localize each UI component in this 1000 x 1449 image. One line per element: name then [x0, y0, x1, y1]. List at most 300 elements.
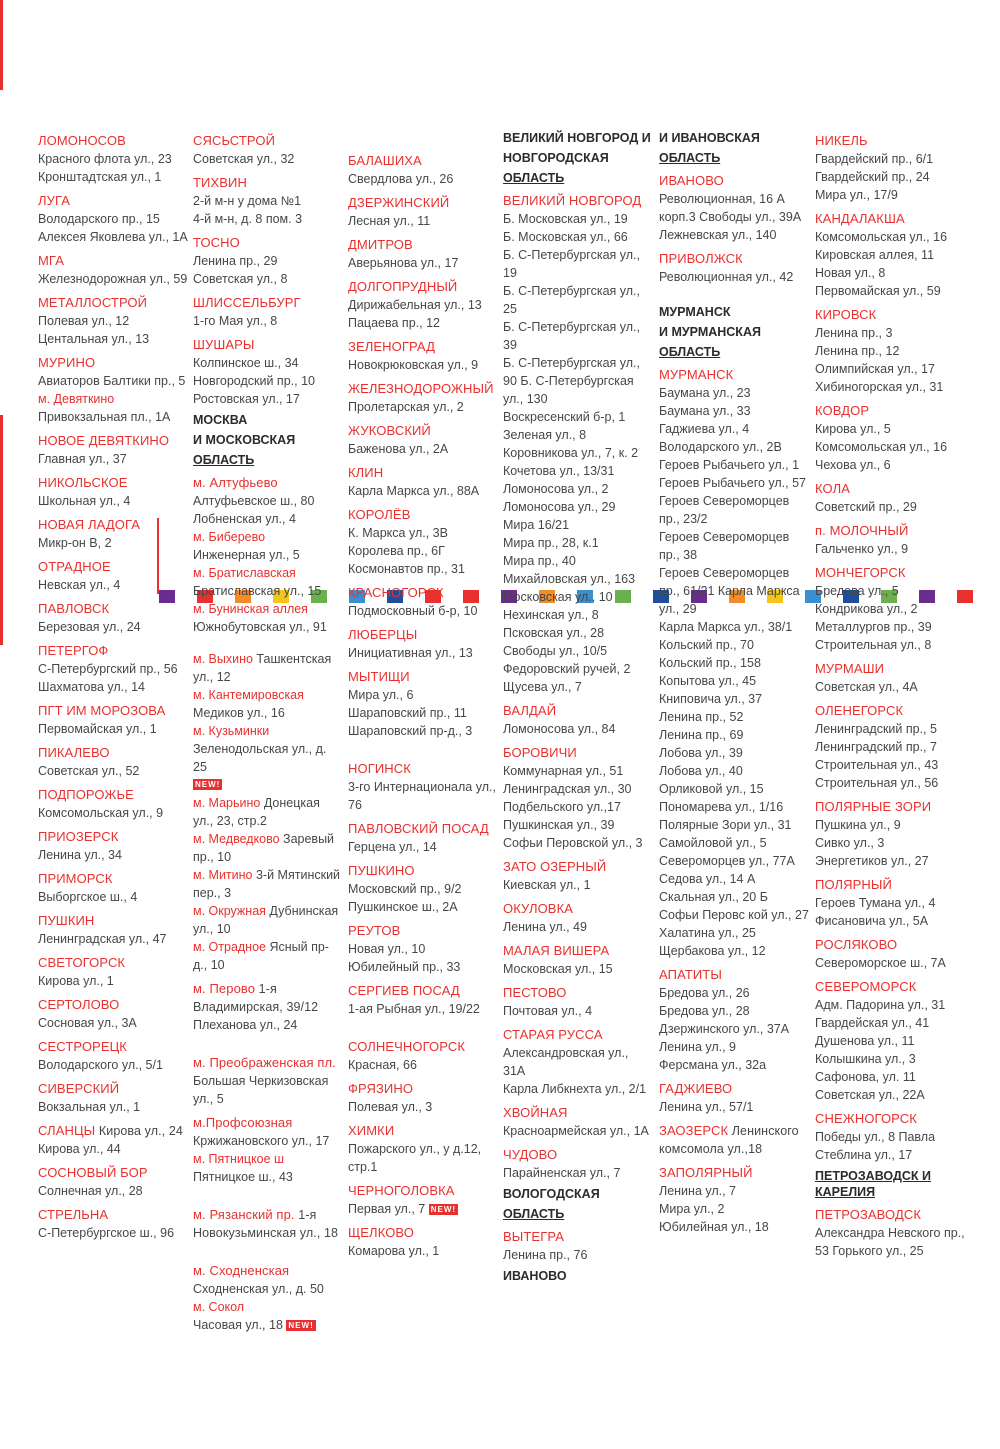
- city-name: РЕУТОВ: [348, 923, 401, 938]
- address-line: Книповича ул., 37: [659, 692, 763, 706]
- city-name: ПОЛЯРНЫЕ ЗОРИ: [815, 799, 932, 814]
- region-heading: НОВГОРОДСКАЯ: [503, 151, 609, 165]
- city-heading: [348, 760, 498, 778]
- city-heading: [38, 1164, 188, 1182]
- city-heading: [193, 474, 343, 492]
- city-heading: [348, 584, 498, 602]
- address-line: Кирова ул., 1: [38, 974, 114, 988]
- city-heading: [815, 702, 965, 720]
- address-line: Пролетарская ул., 2: [348, 400, 464, 414]
- address-line: Кондрикова ул., 2: [815, 602, 918, 616]
- address-line: Ломоносова ул., 84: [503, 722, 616, 736]
- city-heading: [193, 174, 343, 192]
- address-line: Победы ул., 8 Павла Стеблина ул., 17: [815, 1130, 936, 1162]
- address-line: Первая ул., 7 NEW!: [348, 1202, 457, 1216]
- city-name: ПАВЛОВСК: [38, 601, 110, 616]
- metro-station: м. Марьино: [193, 796, 264, 810]
- city-name: СИВЕРСКИЙ: [38, 1081, 120, 1096]
- city-name: ФРЯЗИНО: [348, 1081, 414, 1096]
- region-heading: ВЕЛИКИЙ НОВГОРОД И: [503, 131, 651, 145]
- address-line: Гвардейская ул., 41: [815, 1016, 930, 1030]
- column-2: [193, 126, 343, 1334]
- address-line: Ленина ул., 34: [38, 848, 122, 862]
- address-line: С-Петербургский пр., 56: [38, 662, 178, 676]
- city-heading: [815, 1206, 965, 1224]
- city-name: ЗАТО ОЗЕРНЫЙ: [503, 859, 607, 874]
- address-line: Сосновая ул., 3А: [38, 1016, 137, 1030]
- city-heading: [348, 820, 498, 838]
- city-heading: [348, 194, 498, 212]
- address-line: Героев Североморцев пр., 61/21 Карла Маркса ул., 29: [659, 566, 800, 616]
- address-line: Привокзальная пл., 1А: [38, 410, 171, 424]
- city-heading: [348, 278, 498, 296]
- address-line: Герцена ул., 14: [348, 840, 437, 854]
- city-heading: [348, 338, 498, 356]
- metro-station: м. Братиславская: [193, 566, 296, 580]
- edge-accent-bar-top: [0, 0, 3, 90]
- city-heading: [815, 936, 965, 954]
- address-line: Бредова ул., 5: [815, 584, 899, 598]
- address-line: Строительная ул., 8: [815, 638, 932, 652]
- city-heading: [193, 1262, 343, 1280]
- address-line: [193, 686, 343, 704]
- address-line: 3-го Интернационала ул., 76: [348, 780, 496, 812]
- city-heading: [503, 702, 653, 720]
- address-line: Южнобутовская ул., 91: [193, 620, 327, 634]
- address-line: Б. С-Петербургская ул., 25: [503, 284, 640, 316]
- city-name: КИРОВСК: [815, 307, 877, 322]
- city-name: ГАДЖИЕВО: [659, 1081, 733, 1096]
- address-line: Комсомольская ул., 9: [38, 806, 164, 820]
- city-heading: [815, 978, 965, 996]
- city-heading: [659, 966, 809, 984]
- address-line: Пушкина ул., 9: [815, 818, 901, 832]
- city-heading: [193, 132, 343, 150]
- city-heading: [348, 464, 498, 482]
- address-line: Коровникова ул., 7, к. 2: [503, 446, 639, 460]
- address-line: Часовая ул., 18 NEW!: [193, 1318, 314, 1332]
- address-line: Орликовой ул., 15: [659, 782, 764, 796]
- region-heading: ОБЛАСТЬ: [193, 453, 255, 467]
- city-name: МУРМАШИ: [815, 661, 885, 676]
- city-heading: [38, 354, 188, 372]
- address-line: Пятницкое ш., 43: [193, 1170, 293, 1184]
- address-line: Полевая ул., 12: [38, 314, 130, 328]
- city-heading: [503, 1026, 653, 1044]
- city-name: ИВАНОВО: [659, 173, 724, 188]
- address-line: [193, 1298, 343, 1316]
- city-heading: [659, 250, 809, 268]
- city-heading: [38, 954, 188, 972]
- address-line: Североморцев ул., 77А: [659, 854, 795, 868]
- address-line: Воскресенский б-р, 1: [503, 410, 626, 424]
- city-heading: [38, 1080, 188, 1098]
- address-line: Кирова ул., 44: [38, 1142, 121, 1156]
- city-name: ПОДПОРОЖЬЕ: [38, 787, 134, 802]
- address-line: м. Митино 3-й Мятинский пер., 3: [193, 868, 341, 900]
- address-line: Парайненская ул., 7: [503, 1166, 621, 1180]
- address-line: Ленина пр., 69: [659, 728, 744, 742]
- address-line: Карла Маркса ул., 88А: [348, 484, 480, 498]
- address-line: Плеханова ул., 24: [193, 1018, 298, 1032]
- metro-station: м. Сокол: [193, 1300, 245, 1314]
- address-line: м. Выхино Ташкентская ул., 12: [193, 652, 332, 684]
- city-name: ЗАПОЛЯРНЫЙ: [659, 1165, 753, 1180]
- metro-station: м. Биберево: [193, 530, 266, 544]
- address-line: Юбилейный пр., 33: [348, 960, 461, 974]
- metro-station: м. Митино: [193, 868, 256, 882]
- address-line: Комсомольская ул., 16: [815, 230, 948, 244]
- city-heading: [348, 922, 498, 940]
- city-name: п. МОЛОЧНЫЙ: [815, 523, 909, 538]
- city-heading: [503, 744, 653, 762]
- address-line: Баумана ул., 23: [659, 386, 751, 400]
- address-line: Вокзальная ул., 1: [38, 1100, 141, 1114]
- city-heading: [38, 642, 188, 660]
- address-line: Новая ул., 10: [348, 942, 426, 956]
- address-line: [38, 390, 188, 408]
- address-line: Героев Тумана ул., 4: [815, 896, 936, 910]
- address-line: Ферсмана ул., 32а: [659, 1058, 767, 1072]
- city-heading: [348, 236, 498, 254]
- city-name: ПАВЛОВСКИЙ ПОСАД: [348, 821, 489, 836]
- metro-station: м. Кантемировская: [193, 688, 304, 702]
- address-line: Ростовская ул., 17: [193, 392, 300, 406]
- address-line: Ломоносова ул., 29: [503, 500, 616, 514]
- address-line: Ленина ул., 9: [659, 1040, 737, 1054]
- address-line: 1-ая Рыбная ул., 19/22: [348, 1002, 480, 1016]
- city-name: НОГИНСК: [348, 761, 411, 776]
- metro-station: м. Пятницкое ш: [193, 1152, 285, 1166]
- column-6: [815, 126, 965, 1260]
- city-heading: [815, 402, 965, 420]
- city-name: НОВАЯ ЛАДОГА: [38, 517, 141, 532]
- city-name: КОРОЛЁВ: [348, 507, 411, 522]
- address-line: Первомайская ул., 1: [38, 722, 157, 736]
- city-name: АПАТИТЫ: [659, 967, 722, 982]
- city-heading: [38, 252, 188, 270]
- city-heading: [503, 984, 653, 1002]
- city-heading: [38, 912, 188, 930]
- city-heading: [659, 1122, 809, 1158]
- city-name: ХИМКИ: [348, 1123, 395, 1138]
- city-name: ДМИТРОВ: [348, 237, 413, 252]
- address-line: Софьи Перовской ул., 3: [503, 836, 643, 850]
- city-heading: [815, 522, 965, 540]
- city-name: ЛУГА: [38, 193, 71, 208]
- city-heading: [38, 294, 188, 312]
- region-heading: ОБЛАСТЬ: [659, 345, 721, 359]
- city-name: м. Рязанский пр.: [193, 1207, 295, 1222]
- address-line: Московская ул., 10: [503, 590, 613, 604]
- metro-station: м. Кузьминки: [193, 724, 270, 738]
- address-line: Пацаева пр., 12: [348, 316, 440, 330]
- address-line: Бредова ул., 28: [659, 1004, 750, 1018]
- city-name: МОНЧЕГОРСК: [815, 565, 906, 580]
- address-line: Зеленодольская ул., д. 25: [193, 742, 327, 774]
- city-heading: [348, 152, 498, 170]
- address-line: Мира ул., 6: [348, 688, 414, 702]
- city-name: м. Преображенская пл.: [193, 1055, 336, 1070]
- city-heading: [38, 786, 188, 804]
- address-line: Шараповский пр-д., 3: [348, 724, 473, 738]
- city-heading: [348, 1038, 498, 1056]
- city-heading: [503, 1228, 653, 1246]
- address-line: Дзержинского ул., 37А: [659, 1022, 790, 1036]
- city-heading: [193, 234, 343, 252]
- address-line: 2-й м-н у дома №1: [193, 194, 302, 208]
- metro-station: м. Бунинская аллея: [193, 602, 308, 616]
- address-line: Кольский пр., 70: [659, 638, 754, 652]
- city-name: ПУШКИНО: [348, 863, 415, 878]
- city-name: ВЫТЕГРА: [503, 1229, 565, 1244]
- address-line: Полевая ул., 3: [348, 1100, 433, 1114]
- city-name: МГА: [38, 253, 64, 268]
- city-name: ОКУЛОВКА: [503, 901, 574, 916]
- address-line: Федоровский ручей, 2: [503, 662, 631, 676]
- address-line: Мира пр., 28, к.1: [503, 536, 599, 550]
- city-heading: [503, 942, 653, 960]
- spacer: [193, 1034, 343, 1048]
- address-line: Карла Маркса ул., 38/1: [659, 620, 793, 634]
- city-name: МУРИНО: [38, 355, 96, 370]
- new-badge: NEW!: [195, 780, 221, 790]
- new-badge: NEW!: [430, 1205, 457, 1215]
- region-heading: ОБЛАСТЬ: [659, 151, 721, 165]
- spacer: [348, 740, 498, 754]
- city-heading: [815, 564, 965, 582]
- address-line: Юбилейная ул., 18: [659, 1220, 769, 1234]
- region-heading: МУРМАНСК: [659, 305, 731, 319]
- address-line: м. Медведково Заревый пр., 10: [193, 832, 335, 864]
- address-line: Новая ул., 8: [815, 266, 886, 280]
- region-heading: МОСКВА: [193, 413, 248, 427]
- city-name: ДЗЕРЖИНСКИЙ: [348, 195, 450, 210]
- city-name: СЕРГИЕВ ПОСАД: [348, 983, 460, 998]
- address-line: Володарского ул., 2В: [659, 440, 782, 454]
- address-line: Пушкинская ул., 39: [503, 818, 615, 832]
- address-line: Свердлова ул., 26: [348, 172, 454, 186]
- address-line: Школьная ул., 4: [38, 494, 131, 508]
- address-line: Володарского ул., 5/1: [38, 1058, 163, 1072]
- address-line: Советская ул., 4А: [815, 680, 918, 694]
- address-line: Нехинская ул., 8: [503, 608, 599, 622]
- region-heading: ВОЛОГОДСКАЯ: [503, 1187, 600, 1201]
- address-line: Березовая ул., 24: [38, 620, 141, 634]
- city-name: КЛИН: [348, 465, 384, 480]
- address-line: Советская ул., 22А: [815, 1088, 925, 1102]
- address-line: Седова ул., 14 А: [659, 872, 756, 886]
- address-line: [193, 722, 343, 740]
- city-name: ОЛЕНЕГОРСК: [815, 703, 904, 718]
- city-heading: [815, 660, 965, 678]
- address-inline: 1-я Владимирская, 39/12: [193, 982, 319, 1014]
- address-line: Софьи Перовс кой ул., 27: [659, 908, 809, 922]
- city-name: СЛАНЦЫ: [38, 1123, 96, 1138]
- city-name: ЧУДОВО: [503, 1147, 558, 1162]
- address-line: [193, 528, 343, 546]
- address-line: Героев Североморцев пр., 38: [659, 530, 790, 562]
- address-line: Невская ул., 4: [38, 578, 121, 592]
- city-name: ПОЛЯРНЫЙ: [815, 877, 892, 892]
- address-line: Колпинское ш., 34: [193, 356, 299, 370]
- address-line: К. Маркса ул., 3В: [348, 526, 448, 540]
- address-line: Свободы ул., 10/5: [503, 644, 608, 658]
- address-line: Ленина пр., 52: [659, 710, 744, 724]
- address-line: Медиков ул., 16: [193, 706, 285, 720]
- spacer: [193, 1242, 343, 1256]
- city-heading: [348, 380, 498, 398]
- address-line: Революционная, 16 А корп.3 Свободы ул., 39А: [659, 192, 802, 224]
- city-name: СВЕТОГОРСК: [38, 955, 126, 970]
- address-line: Колышкина ул., 3: [815, 1052, 916, 1066]
- address-line: Кочетова ул., 13/31: [503, 464, 615, 478]
- address-line: Ленина пр., 29: [193, 254, 278, 268]
- address-line: Адм. Падорина ул., 31: [815, 998, 946, 1012]
- city-name: МУРМАНСК: [659, 367, 734, 382]
- city-name: СЕВЕРОМОРСК: [815, 979, 917, 994]
- city-heading: [38, 744, 188, 762]
- city-name: ЩЕЛКОВО: [348, 1225, 414, 1240]
- address-line: Халатина ул., 25: [659, 926, 756, 940]
- city-heading: [38, 432, 188, 450]
- city-heading: [193, 294, 343, 312]
- city-name: НИКОЛЬСКОЕ: [38, 475, 128, 490]
- city-heading: [503, 858, 653, 876]
- city-name: ВЕЛИКИЙ НОВГОРОД: [503, 193, 642, 208]
- address-line: Гальченко ул., 9: [815, 542, 909, 556]
- address-line: Солнечная ул., 28: [38, 1184, 143, 1198]
- address-line: С-Петербургское ш., 96: [38, 1226, 175, 1240]
- region-heading: ИВАНОВО: [503, 1269, 567, 1283]
- address-line: Советский пр., 29: [815, 500, 917, 514]
- city-heading: [38, 516, 188, 534]
- address-line: Михайловская ул., 163: [503, 572, 636, 586]
- address-line: Б. С-Петербургская ул., 39: [503, 320, 640, 352]
- address-line: Новгородский пр., 10: [193, 374, 315, 388]
- address-line: Б. С-Петербургская ул., 19: [503, 248, 640, 280]
- city-name: ШЛИССЕЛЬБУРГ: [193, 295, 301, 310]
- city-name: СТРЕЛЬНА: [38, 1207, 109, 1222]
- address-line: Чехова ул., 6: [815, 458, 891, 472]
- address-line: Авиаторов Балтики пр., 5: [38, 374, 186, 388]
- address-line: Ленинградская ул., 30: [503, 782, 632, 796]
- address-line: Хибиногорская ул., 31: [815, 380, 944, 394]
- address-line: Пожарского ул., у д.12, стр.1: [348, 1142, 482, 1174]
- address-line: Б. С-Петербургская ул., 90 Б. С-Петербургская ул., 130: [503, 356, 640, 406]
- city-name: БАЛАШИХА: [348, 153, 422, 168]
- address-line: Гвардейский пр., 24: [815, 170, 930, 184]
- city-heading: [815, 480, 965, 498]
- address-line: Кржижановского ул., 17: [193, 1134, 330, 1148]
- city-name: ПЕТЕРГОФ: [38, 643, 109, 658]
- address-line: Ленина пр., 76: [503, 1248, 588, 1262]
- region-heading: ОБЛАСТЬ: [503, 171, 565, 185]
- address-line: Революционная ул., 42: [659, 270, 794, 284]
- address-line: Героев Рыбачьего ул., 57 Героев Североморцев пр., 23/2: [659, 476, 807, 526]
- spacer: [348, 1018, 498, 1032]
- address-line: Алексея Яковлева ул., 1А: [38, 230, 188, 244]
- spacer: [193, 636, 343, 650]
- city-name: КАНДАЛАКША: [815, 211, 905, 226]
- address-line: Красного флота ул., 23: [38, 152, 172, 166]
- address-line: Пономарева ул., 1/16: [659, 800, 784, 814]
- address-line: Инициативная ул., 13: [348, 646, 473, 660]
- address-line: 1-го Мая ул., 8: [193, 314, 278, 328]
- address-line: Советская ул., 8: [193, 272, 288, 286]
- address-line: Гаджиева ул., 4: [659, 422, 750, 436]
- city-name: м. Алтуфьево: [193, 475, 278, 490]
- city-heading: [193, 336, 343, 354]
- column-4: [503, 126, 653, 1284]
- address-line: Лобова ул., 39: [659, 746, 743, 760]
- city-name: НИКЕЛЬ: [815, 133, 868, 148]
- address-line: Полярные Зори ул., 31: [659, 818, 792, 832]
- city-heading: [38, 132, 188, 150]
- city-heading: [193, 1114, 343, 1132]
- region-heading: И ИВАНОВСКАЯ: [659, 131, 760, 145]
- city-name: ТОСНО: [193, 235, 240, 250]
- city-name: ПРИВОЛЖСК: [659, 251, 743, 266]
- address-line: Шахматова ул., 14: [38, 680, 145, 694]
- spacer: [193, 1186, 343, 1200]
- city-heading: [815, 1110, 965, 1128]
- city-name: СТАРАЯ РУССА: [503, 1027, 603, 1042]
- city-name: ПУШКИН: [38, 913, 95, 928]
- address-line: Сходненская ул., д. 50: [193, 1282, 324, 1296]
- address-line: [193, 600, 343, 618]
- city-heading: [348, 1080, 498, 1098]
- address-line: Выборгское ш., 4: [38, 890, 138, 904]
- city-name: ЗАОЗЕРСК: [659, 1123, 729, 1138]
- city-heading: [815, 876, 965, 894]
- address-line: Зеленая ул., 8: [503, 428, 587, 442]
- region-heading: И МУРМАНСКАЯ: [659, 325, 761, 339]
- address-line: Сивко ул., 3: [815, 836, 885, 850]
- address-line: Металлургов пр., 39: [815, 620, 932, 634]
- address-line: Комарова ул., 1: [348, 1244, 440, 1258]
- city-name: МАЛАЯ ВИШЕРА: [503, 943, 610, 958]
- address-line: Большая Черкизовская ул., 5: [193, 1074, 329, 1106]
- address-line: Псковская ул., 28: [503, 626, 605, 640]
- city-heading: [38, 1206, 188, 1224]
- city-name: м. Сходненская: [193, 1263, 290, 1278]
- address-line: Героев Рыбачьего ул., 1: [659, 458, 800, 472]
- address-line: Бредова ул., 26: [659, 986, 750, 1000]
- address-line: Володарского пр., 15: [38, 212, 160, 226]
- city-heading: [348, 506, 498, 524]
- city-name: ШУШАРЫ: [193, 337, 255, 352]
- city-name: ЖЕЛЕЗНОДОРОЖНЫЙ: [348, 381, 494, 396]
- city-heading: [38, 192, 188, 210]
- city-heading: [503, 192, 653, 210]
- address-line: м. Марьино Донецкая ул., 23, стр.2: [193, 796, 320, 828]
- metro-station: м. Окружная: [193, 904, 270, 918]
- address-line: Ломоносова ул., 2: [503, 482, 609, 496]
- address-line: Пушкинское ш., 2А: [348, 900, 458, 914]
- address-line: Кольский пр., 158: [659, 656, 761, 670]
- city-heading: [38, 1038, 188, 1056]
- address-line: Братиславская ул., 15: [193, 584, 322, 598]
- address-line: Мира ул., 2: [659, 1202, 725, 1216]
- address-line: м. Отрадное Ясный пр-д., 10: [193, 940, 329, 972]
- city-heading: [659, 1080, 809, 1098]
- city-name: СЕСТРОРЕЦК: [38, 1039, 127, 1054]
- address-line: Московский пр., 9/2: [348, 882, 462, 896]
- city-name: ХВОЙНАЯ: [503, 1105, 568, 1120]
- spacer: [659, 286, 809, 300]
- address-line: Щусева ул., 7: [503, 680, 582, 694]
